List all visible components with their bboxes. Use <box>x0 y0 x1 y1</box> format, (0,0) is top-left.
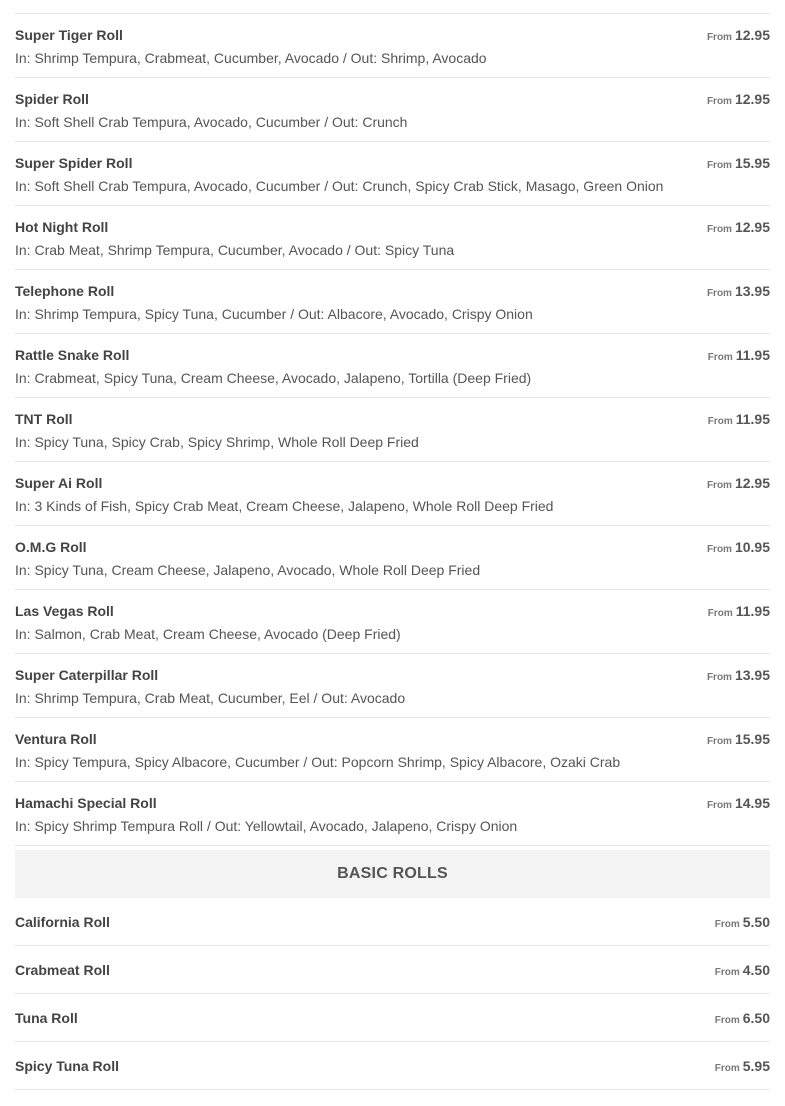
menu-item[interactable] <box>15 142 770 206</box>
price-amount: 14.95 <box>734 795 770 811</box>
menu-item[interactable] <box>15 654 770 718</box>
price-amount: 4.50 <box>742 962 770 978</box>
menu-item-name: Super Ai Roll <box>15 475 103 491</box>
menu-item-price <box>707 539 770 557</box>
menu-item-price <box>707 283 770 301</box>
price-prefix: From <box>706 288 732 299</box>
menu-item-price <box>708 347 770 365</box>
menu-item-price <box>715 962 770 980</box>
price-prefix: From <box>707 352 733 363</box>
price-amount: 13.95 <box>734 667 770 683</box>
top-divider <box>15 0 770 14</box>
price-prefix: From <box>714 967 740 978</box>
menu-item[interactable] <box>15 78 770 142</box>
price-prefix: From <box>714 919 740 930</box>
menu-item[interactable] <box>15 334 770 398</box>
menu-item[interactable] <box>15 946 770 994</box>
price-amount: 12.95 <box>734 219 770 235</box>
menu-item[interactable] <box>15 590 770 654</box>
menu-item-price <box>707 219 770 237</box>
menu-item-description: In: Salmon, Crab Meat, Cream Cheese, Avocado (Deep Fried) <box>15 626 401 642</box>
menu-item-description: In: Shrimp Tempura, Crabmeat, Cucumber, Avocado / Out: Shrimp, Avocado <box>15 50 487 66</box>
menu-item-name: Super Caterpillar Roll <box>15 667 159 683</box>
menu-item[interactable] <box>15 898 770 946</box>
specialty-rolls-list <box>15 14 770 846</box>
price-amount: 11.95 <box>735 411 770 427</box>
menu-item-price <box>707 155 770 173</box>
price-amount: 12.95 <box>734 475 770 491</box>
menu-item-description: In: 3 Kinds of Fish, Spicy Crab Meat, Cream Cheese, Jalapeno, Whole Roll Deep Fried <box>15 498 554 514</box>
price-amount: 5.95 <box>742 1058 770 1074</box>
menu-item-price <box>708 411 770 429</box>
menu-item-price <box>715 914 770 932</box>
menu-item-name: Rattle Snake Roll <box>15 347 130 363</box>
menu-item-name: Hot Night Roll <box>15 219 109 235</box>
menu-item[interactable] <box>15 782 770 846</box>
price-prefix: From <box>706 32 732 43</box>
menu-item-description: In: Spicy Tuna, Spicy Crab, Spicy Shrimp, Whole Roll Deep Fried <box>15 434 419 450</box>
menu-item[interactable] <box>15 206 770 270</box>
menu-item-price <box>707 475 770 493</box>
price-prefix: From <box>707 416 733 427</box>
menu-item-description: In: Crabmeat, Spicy Tuna, Cream Cheese, Avocado, Jalapeno, Tortilla (Deep Fried) <box>15 370 532 386</box>
menu-item[interactable] <box>15 1042 770 1090</box>
price-amount: 5.50 <box>742 914 770 930</box>
price-prefix: From <box>706 96 732 107</box>
price-prefix: From <box>706 224 732 235</box>
price-prefix: From <box>706 672 732 683</box>
menu-item[interactable] <box>15 526 770 590</box>
menu-item-price <box>708 603 770 621</box>
menu-item-name: Spider Roll <box>15 91 89 107</box>
price-prefix: From <box>714 1015 740 1026</box>
section-header-basic-rolls: BASIC ROLLS <box>15 850 770 898</box>
menu-item[interactable] <box>15 994 770 1042</box>
menu-item-name: Las Vegas Roll <box>15 603 114 619</box>
menu-item[interactable] <box>15 14 770 78</box>
price-prefix: From <box>706 800 732 811</box>
menu-item-price <box>707 91 770 109</box>
price-amount: 15.95 <box>734 731 770 747</box>
menu-item[interactable] <box>15 398 770 462</box>
menu-item-name: O.M.G Roll <box>15 539 87 555</box>
menu-item-description: In: Shrimp Tempura, Crab Meat, Cucumber, Eel / Out: Avocado <box>15 690 406 706</box>
menu-item-price <box>707 795 770 813</box>
menu-item-price <box>715 1058 770 1076</box>
menu-item-price <box>715 1010 770 1028</box>
menu-item-name: Spicy Tuna Roll <box>15 1058 119 1074</box>
price-prefix: From <box>706 480 732 491</box>
menu-item-price <box>707 667 770 685</box>
price-amount: 10.95 <box>734 539 770 555</box>
price-amount: 15.95 <box>734 155 770 171</box>
menu-item-description: In: Soft Shell Crab Tempura, Avocado, Cucumber / Out: Crunch <box>15 114 408 130</box>
menu-item[interactable] <box>15 718 770 782</box>
menu-item-description: In: Spicy Tuna, Cream Cheese, Jalapeno, Avocado, Whole Roll Deep Fried <box>15 562 481 578</box>
menu-item-description: In: Spicy Shrimp Tempura Roll / Out: Yellowtail, Avocado, Jalapeno, Crispy Onion <box>15 818 518 834</box>
menu-item-description: In: Spicy Tempura, Spicy Albacore, Cucumber / Out: Popcorn Shrimp, Spicy Albacore, Ozaki Crab <box>15 754 621 770</box>
menu-item[interactable] <box>15 462 770 526</box>
price-prefix: From <box>707 608 733 619</box>
menu-item-description: In: Crab Meat, Shrimp Tempura, Cucumber, Avocado / Out: Spicy Tuna <box>15 242 455 258</box>
menu-item-name: California Roll <box>15 914 110 930</box>
price-prefix: From <box>714 1063 740 1074</box>
price-prefix: From <box>706 736 732 747</box>
price-amount: 12.95 <box>734 27 770 43</box>
menu-item[interactable] <box>15 270 770 334</box>
price-amount: 13.95 <box>734 283 770 299</box>
price-amount: 11.95 <box>735 603 770 619</box>
price-amount: 11.95 <box>735 347 770 363</box>
menu-item-description: In: Shrimp Tempura, Spicy Tuna, Cucumber / Out: Albacore, Avocado, Crispy Onion <box>15 306 533 322</box>
menu-item-price <box>707 731 770 749</box>
price-amount: 6.50 <box>742 1010 770 1026</box>
basic-rolls-list <box>15 898 770 1090</box>
menu-item-price <box>707 27 770 45</box>
price-amount: 12.95 <box>734 91 770 107</box>
price-prefix: From <box>706 160 732 171</box>
menu-item-name: Super Spider Roll <box>15 155 133 171</box>
menu-item-name: Hamachi Special Roll <box>15 795 157 811</box>
menu-item-name: Super Tiger Roll <box>15 27 123 43</box>
menu-list <box>15 0 770 1090</box>
menu-item-description: In: Soft Shell Crab Tempura, Avocado, Cucumber / Out: Crunch, Spicy Crab Stick, Masago, Green Onion <box>15 178 664 194</box>
menu-item-name: Tuna Roll <box>15 1010 78 1026</box>
menu-item-name: Telephone Roll <box>15 283 115 299</box>
price-prefix: From <box>706 544 732 555</box>
menu-item-name: Crabmeat Roll <box>15 962 110 978</box>
menu-item-name: Ventura Roll <box>15 731 97 747</box>
menu-item-name: TNT Roll <box>15 411 73 427</box>
